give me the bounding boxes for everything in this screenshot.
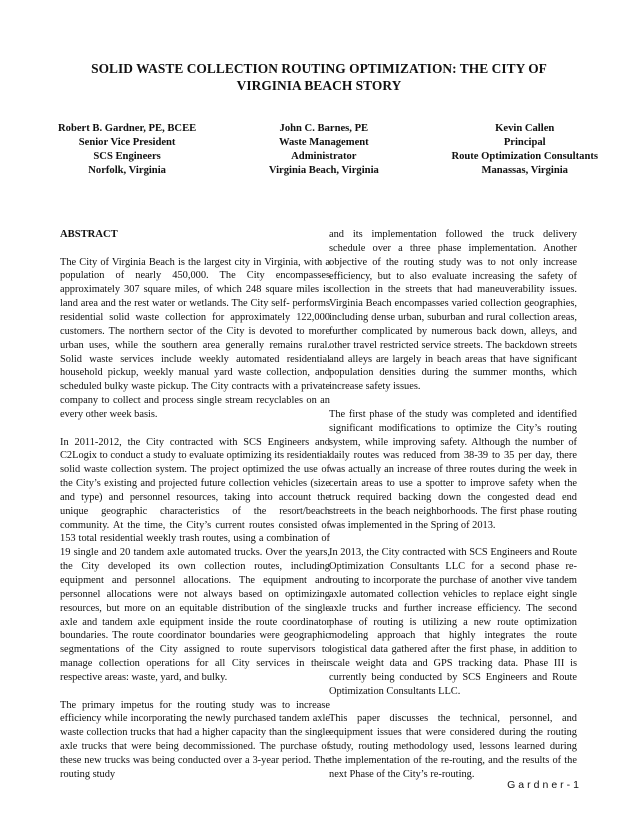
left-column [60,228,330,795]
author-3 [451,122,598,178]
body-paragraph: In 2013, the City contracted with SCS Engineers and Route Optimization Consultants LLC for a second phase re-routing to incorporate the purchase of another vive tandem axle automated collection vehicles to replace eight single axle trucks and further increase efficiency. The second phase of routing is utilizing a new route optimization modeling approach that highly integrates the route logistical data gathered after the first phase, in addition to scale weight data and GPS tracking data. Phase III is currently being conducted by SCS Engineers and Route Optimization Consultants LLC. [329,547,577,697]
body-paragraph: The City of Virginia Beach is the largest city in Virginia, with a population of nearly 450,000. The City encompasses approximately 307 square miles, of which 248 square miles is land area and the rest water or wetlands. The City self- performs residential solid waste collection for approximately 122,000 customers. The northern sector of the City is devoted to more urban uses, while the southern area generally remains rural. Solid waste services include weekly automated residential household pickup, weekly manual yard waste collection, and scheduled bulky waste pickup. The City contracts with a private company to collect and process single stream recyclables on an every other week basis. [60,256,330,420]
author-location: Norfolk, Virginia [88,165,166,176]
author-affiliation: Route Optimization Consultants [451,151,598,162]
author-affiliation: SCS Engineers [93,151,161,162]
author-name: John C. Barnes, PE [279,123,369,134]
author-title: Senior Vice President [78,137,176,148]
body-paragraph: The first phase of the study was completed and identified significant modifications to optimize the City’s routing system, while improving safety. Although the number of daily routes was reduced from 38-39 to 35 per day, there was actually an increase of three routes during the week in certain areas to use a spotter to improve safety when the truck required backing down the congested dead end streets in the beach neighborhoods. The first phase routing was implemented in the Spring of 2013. [329,408,577,531]
author-name: Kevin Callen [495,123,555,134]
author-2 [269,122,379,178]
paper-title: SOLID WASTE COLLECTION ROUTING OPTIMIZATION: THE CITY OF VIRGINIA BEACH STORY [91,61,547,93]
body-paragraph: The primary impetus for the routing study was to increase efficiency while incorporating the newly purchased tandem axle waste collection trucks that had a higher capacity than the single axle trucks that were being decommissioned. The purchase of these new trucks was being conducted over a 3-year period. The routing study [60,699,330,780]
right-column [329,228,577,795]
body-paragraph: This paper discusses the technical, personnel, and equipment issues that were considered during the routing study, routing methodology used, lessons learned during the implementation of the re-routing, and the results of the next Phase of the City’s re-routing. [329,713,577,780]
author-1 [58,122,196,178]
author-title: Waste Management [278,137,369,148]
page-footer: Gardner-1 [507,779,582,791]
abstract-heading: ABSTRACT [60,229,118,240]
author-title: Principal [503,137,546,148]
author-block [58,122,598,178]
body-paragraph: and its implementation followed the truck delivery schedule over a three phase implementation. Another objective of the routing study was to not only increase efficiency, but to also evaluate increasing the safety of collection in the streets that had maneuverability issues. Virginia Beach encompasses varied collection geographies, including dense urban, suburban and rural collection areas, further complicated by numerous back down, alleys, and other travel restricted service streets. The backdown streets and alleys are largely in beach areas that have significant population densities during the summer months, which increase safety issues. [329,229,577,393]
author-location: Manassas, Virginia [481,165,568,176]
body-paragraph: In 2011-2012, the City contracted with SCS Engineers and C2Logix to conduct a study to evaluate optimizing its residential solid waste collection system. The project optimized the use of the City’s existing and projected future collection vehicles (size and type) and personnel resources, taking into account the unique geographic characteristics of the resort/beach community. At the time, the City’s current routes consisted of 153 total residential weekly trash routes, using a combination of 19 single and 20 tandem axle automated trucks. Over the years, the City developed its own collection routes, including equipment and personnel allocations. The equipment and personnel allocations were not always based on optimizing resources, but more on an equitable distribution of the single axle and tandem axle equipment inside the route coordinator boundaries. The route coordinator boundaries were geographic segmentations of the City assigned to route supervisors to manage collection operations for all City services in their respective areas: waste, yard, and bulky. [60,436,330,683]
author-affiliation: Administrator [291,151,357,162]
author-name: Robert B. Gardner, PE, BCEE [58,123,197,134]
author-location: Virginia Beach, Virginia [268,165,379,176]
